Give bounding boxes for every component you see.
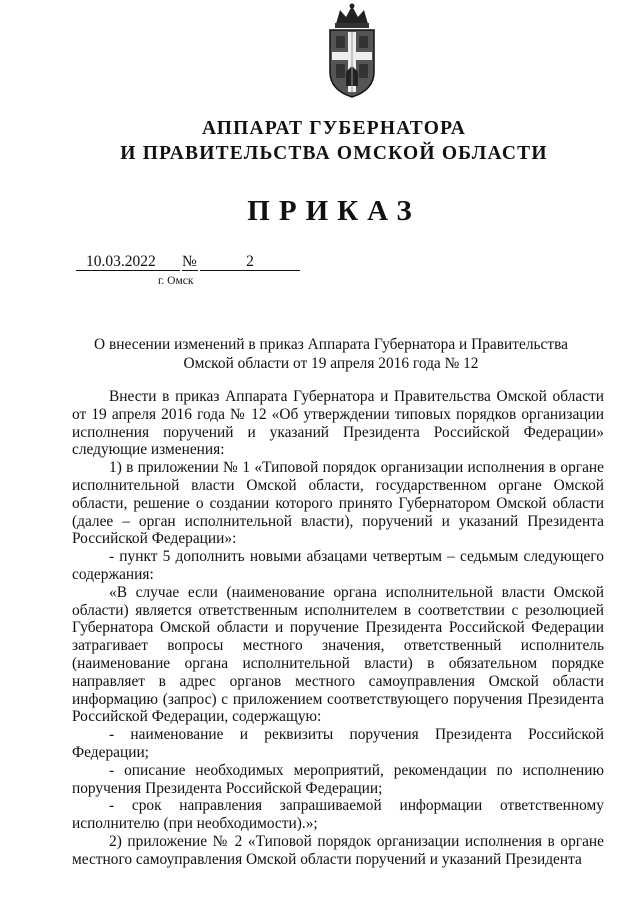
coat-of-arms-emblem [322, 2, 382, 100]
body-paragraph: - наименование и реквизиты поручения Президента Российской Федерации; [72, 726, 604, 761]
body-paragraph: - описание необходимых мероприятий, рекомендации по исполнению поручения Президента Российской Федерации; [72, 761, 604, 797]
organization-name-line1: АППАРАТ ГУБЕРНАТОРА [202, 118, 466, 139]
document-date: 10.03.2022 [76, 254, 180, 271]
document-city: г. Омск [158, 275, 194, 287]
document-meta [76, 253, 300, 271]
body-paragraph: - срок направления запрашиваемой информации ответственному исполнителю (при необходимости).»; [72, 797, 604, 833]
organization-name-line2: И ПРАВИТЕЛЬСТВА ОМСКОЙ ОБЛАСТИ [120, 143, 548, 164]
body-paragraph: - пункт 5 дополнить новыми абзацами четвертым – седьмым следующего содержания: [72, 548, 604, 583]
body-paragraph: 2) приложение № 2 «Типовой порядок организации исполнения в органе местного самоуправления Омской области поручений и указаний Президента [72, 832, 604, 868]
body-paragraph: 1) в приложении № 1 «Типовой порядок организации исполнения в органе исполнительной власти Омской области, государственном органе Омской области, решение о создании которого принято Губернатором Омской области (далее – орган исполнительной власти), поручений и указаний Президента Российской Федерации»: [72, 459, 604, 548]
body-paragraph: «В случае если (наименование органа исполнительной власти Омской области) является ответственным исполнителем в соответствии с резолюцией Губернатора Омской области и поручение Президента Российской Федерации затрагивает вопросы местного значения, ответственный исполнитель (наименование органа исполнительной власти) в обязательном порядке направляет в адрес органов местного самоуправления Омской области информацию (запрос) с приложением соответствующего поручения Президента Российской Федерации, содержащую: [72, 583, 604, 726]
subject-line1: О внесении изменений в приказ Аппарата Губернатора и Правительства [94, 336, 568, 353]
number-label: № [182, 253, 197, 270]
subject-line2: Омской области от 19 апреля 2016 года № 12 [183, 354, 479, 372]
body-paragraph: Внести в приказ Аппарата Губернатора и Правительства Омской области от 19 апреля 2016 года № 12 «Об утверждении типовых порядков организации исполнения поручений и указаний Президента Российской Федерации» следующие изменения: [72, 388, 604, 459]
document-body [72, 388, 604, 869]
document-number: 2 [200, 254, 300, 271]
document-type-title: ПРИКАЗ [247, 195, 421, 227]
document-subject [0, 336, 640, 373]
